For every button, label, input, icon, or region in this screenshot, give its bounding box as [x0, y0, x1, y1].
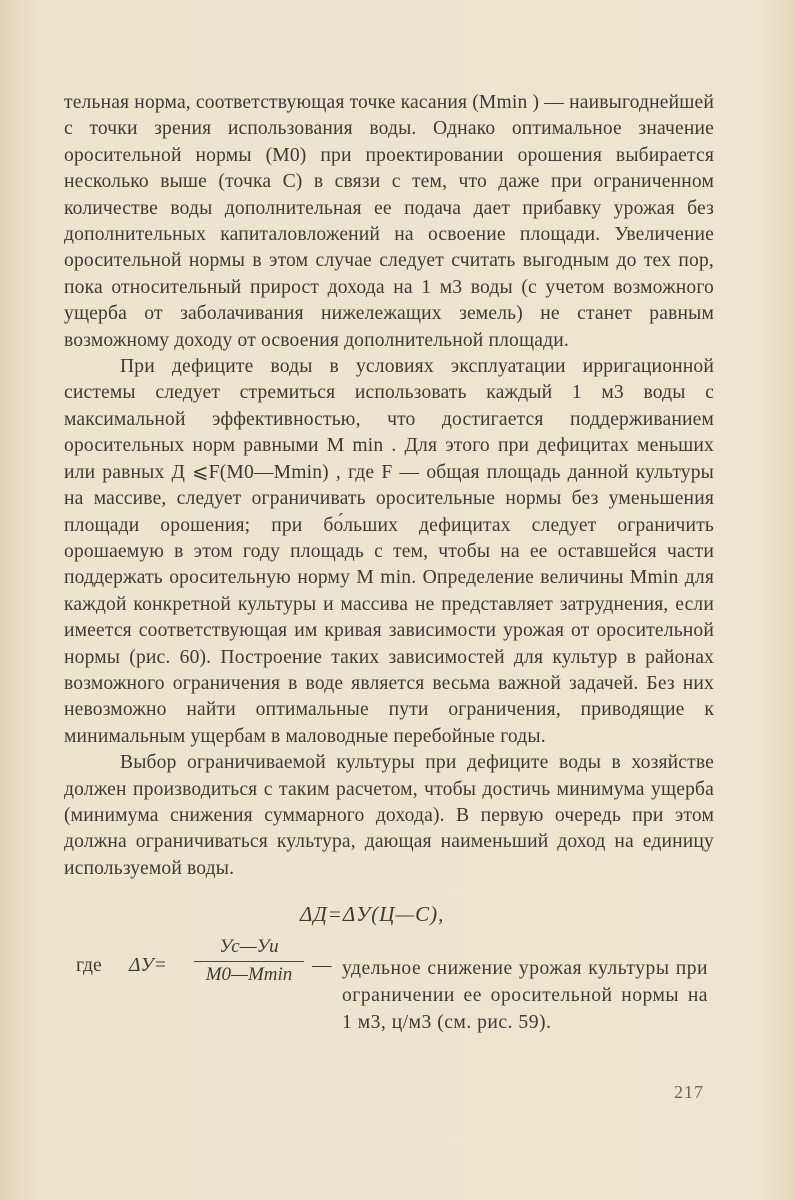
fraction-denominator: M0—Mmin	[205, 964, 293, 985]
fraction	[194, 935, 304, 986]
body-text	[64, 90, 714, 882]
delta-symbol: ΔУ=	[129, 955, 167, 976]
paragraph-2: При дефиците воды в условиях эксплуатации ирригационной системы следует стремиться использовать каждый 1 м3 воды с максимальной эффективностью, что достигается поддерживанием оросительных норм равными M min . Для этого при дефицитах меньших или равных Д ⩽F(M0—Mmin) , где F — общая площадь данной культуры на массиве, следует ограничивать оросительные нормы без уменьшения площади орошения; при бо́льших дефицитах следует ограничить орошаемую в этом году площадь с тем, чтобы на ее оставшейся части поддержать оросительную норму M min. Определение величины Mmin для каждой конкретной культуры и массива не представляет затруднения, если имеется соответствующая им кривая зависимости урожая от оросительной нормы (рис. 60). Построение таких зависимостей для культур в районах возможного ограничения в воде является весьма важной задачей. Без них невозможно найти оптимальные пути ограничения, приводящие к минимальным ущербам в маловодные перебойные годы.	[64, 356, 714, 747]
paragraph-1: тельная норма, соответствующая точке касания (Mmin ) — наивыгоднейшей с точки зрения использования воды. Однако оптимальное значение оросительной нормы (M0) при проектировании орошения выбирается несколько выше (точка С) в связи с тем, что даже при ограниченном количестве воды дополнительная ее подача дает прибавку урожая без дополнительных капиталовложений на освоение площади. Увеличение оросительной нормы в этом случае следует считать выгодным до тех пор, пока относительный прирост дохода на 1 м3 воды (с учетом возможного ущерба от заболачивания нижележащих земель) не станет равным возможному доходу от освоения дополнительной площади.	[64, 92, 714, 351]
where-label: где	[76, 955, 102, 976]
formula-explanation	[76, 935, 716, 1075]
fraction-numerator: Ус—Уи	[219, 936, 279, 957]
paragraph-3: Выбор ограничиваемой культуры при дефиците воды в хозяйстве должен производиться с таким расчетом, чтобы достичь минимума ущерба (минимума снижения суммарного дохода). В первую очередь при этом должна ограничиваться культура, дающая наименьший доход на единицу используемой воды.	[64, 752, 714, 879]
damage-formula: ΔД=ΔУ(Ц—С),	[300, 902, 445, 926]
fraction-bar	[194, 961, 304, 962]
definition-text: удельное снижение урожая культуры при ограничении ее оросительной нормы на 1 м3, ц/м3 (см. рис. 59).	[342, 958, 708, 1033]
page-number: 217	[674, 1082, 704, 1102]
definition-dash: —	[312, 955, 332, 976]
